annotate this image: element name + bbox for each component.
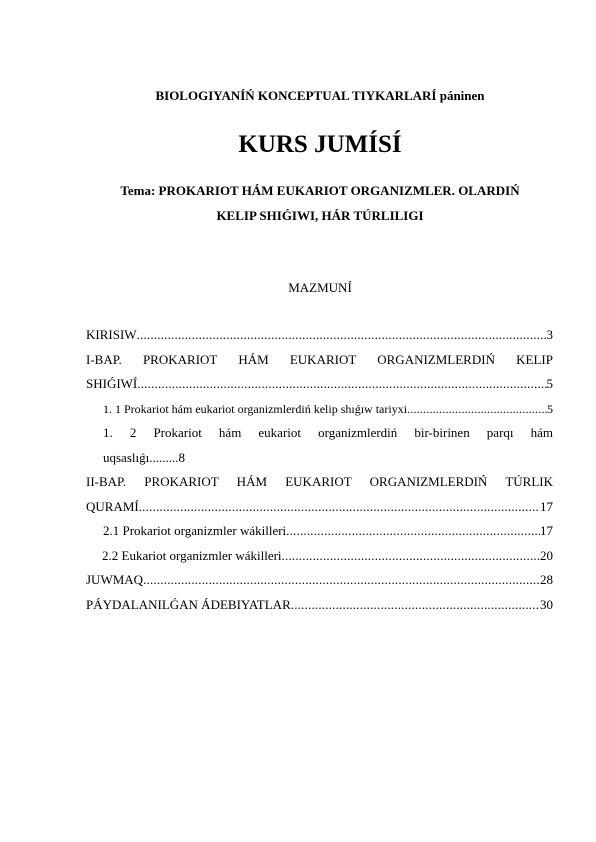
toc-entry-page: 5 bbox=[546, 376, 553, 391]
toc-entry-page: 20 bbox=[540, 547, 553, 563]
toc-entry-section-1-1[interactable] bbox=[86, 397, 553, 422]
dot-leader bbox=[282, 544, 540, 569]
dot-leader bbox=[143, 568, 540, 593]
toc-entry-section-1-2-line-1[interactable]: 1. 2 Prokariot hám eukariot organizmlerdiń bir-birinen parqı hám bbox=[103, 425, 553, 440]
toc-entry-page: 17 bbox=[540, 498, 553, 514]
toc-entry-label: 2.2 Eukariot organizmler wákilleri bbox=[102, 547, 282, 563]
toc-entry-chapter-1-line-1[interactable]: I-BAP. PROKARIOT HÁM EUKARIOT ORGANIZMLERDIŃ KELIP bbox=[86, 351, 553, 367]
toc-entry-conclusion[interactable] bbox=[86, 568, 553, 593]
toc-entry-page: 3 bbox=[546, 327, 553, 342]
toc-entry-label: 1. 1 Prokariot hám eukariot organizmlerdiń kelip shıǵıw tariyxi bbox=[103, 401, 408, 416]
dot-leader bbox=[139, 495, 540, 520]
toc-heading: MAZMUNÍ bbox=[288, 280, 352, 295]
topic-heading bbox=[80, 178, 560, 228]
toc-entry-label: JUWMAQ bbox=[86, 572, 144, 587]
toc-entry-introduction[interactable] bbox=[86, 323, 553, 348]
toc-entry-page: 30 bbox=[540, 596, 553, 612]
dot-leader bbox=[137, 372, 546, 397]
toc-entry-chapter-1[interactable] bbox=[86, 372, 553, 397]
topic-line-2: KELIP SHIǴIWI, HÁR TÚRLILIGI bbox=[216, 208, 424, 223]
toc-entry-page: 28 bbox=[540, 572, 553, 587]
dot-leader: ......... bbox=[149, 449, 179, 465]
table-of-contents bbox=[86, 323, 553, 617]
toc-entry-page: 17 bbox=[540, 523, 553, 538]
toc-entry-chapter-2[interactable] bbox=[86, 495, 553, 520]
dot-leader bbox=[291, 593, 540, 618]
toc-entry-page: 8 bbox=[178, 449, 185, 465]
dot-leader bbox=[407, 397, 547, 422]
toc-entry-label: PÁYDALANILǴAN ÁDEBIYATLAR bbox=[86, 596, 291, 612]
toc-entry-references[interactable] bbox=[86, 593, 553, 618]
dot-leader bbox=[286, 519, 540, 544]
toc-entry-label: QURAMÍ bbox=[86, 498, 139, 514]
toc-entry-section-2-2[interactable] bbox=[86, 544, 553, 569]
toc-entry-label: 2.1 Prokariot organizmler wákilleri bbox=[103, 523, 287, 538]
toc-entry-label: SHIǴIWÍ bbox=[86, 376, 138, 391]
document-title: KURS JUMÍSÍ bbox=[238, 131, 402, 158]
topic-line-1: Tema: PROKARIOT HÁM EUKARIOT ORGANIZMLER. OLARDIŃ bbox=[120, 183, 520, 198]
toc-entry-label: uqsaslıǵı bbox=[103, 449, 150, 465]
toc-entry-chapter-2-line-1[interactable]: II-BAP. PROKARIOT HÁM EUKARIOT ORGANIZMLERDIŃ TÚRLIK bbox=[86, 474, 553, 489]
course-subject: BIOLOGIYANÍŃ KONCEPTUAL TIYKARLARÍ páninen bbox=[155, 88, 485, 103]
toc-entry-section-1-2[interactable] bbox=[86, 446, 553, 471]
toc-entry-section-2-1[interactable] bbox=[86, 519, 553, 544]
toc-entry-label: KIRISIW bbox=[86, 327, 137, 342]
dot-leader bbox=[137, 323, 547, 348]
toc-entry-page: 5 bbox=[547, 401, 553, 416]
